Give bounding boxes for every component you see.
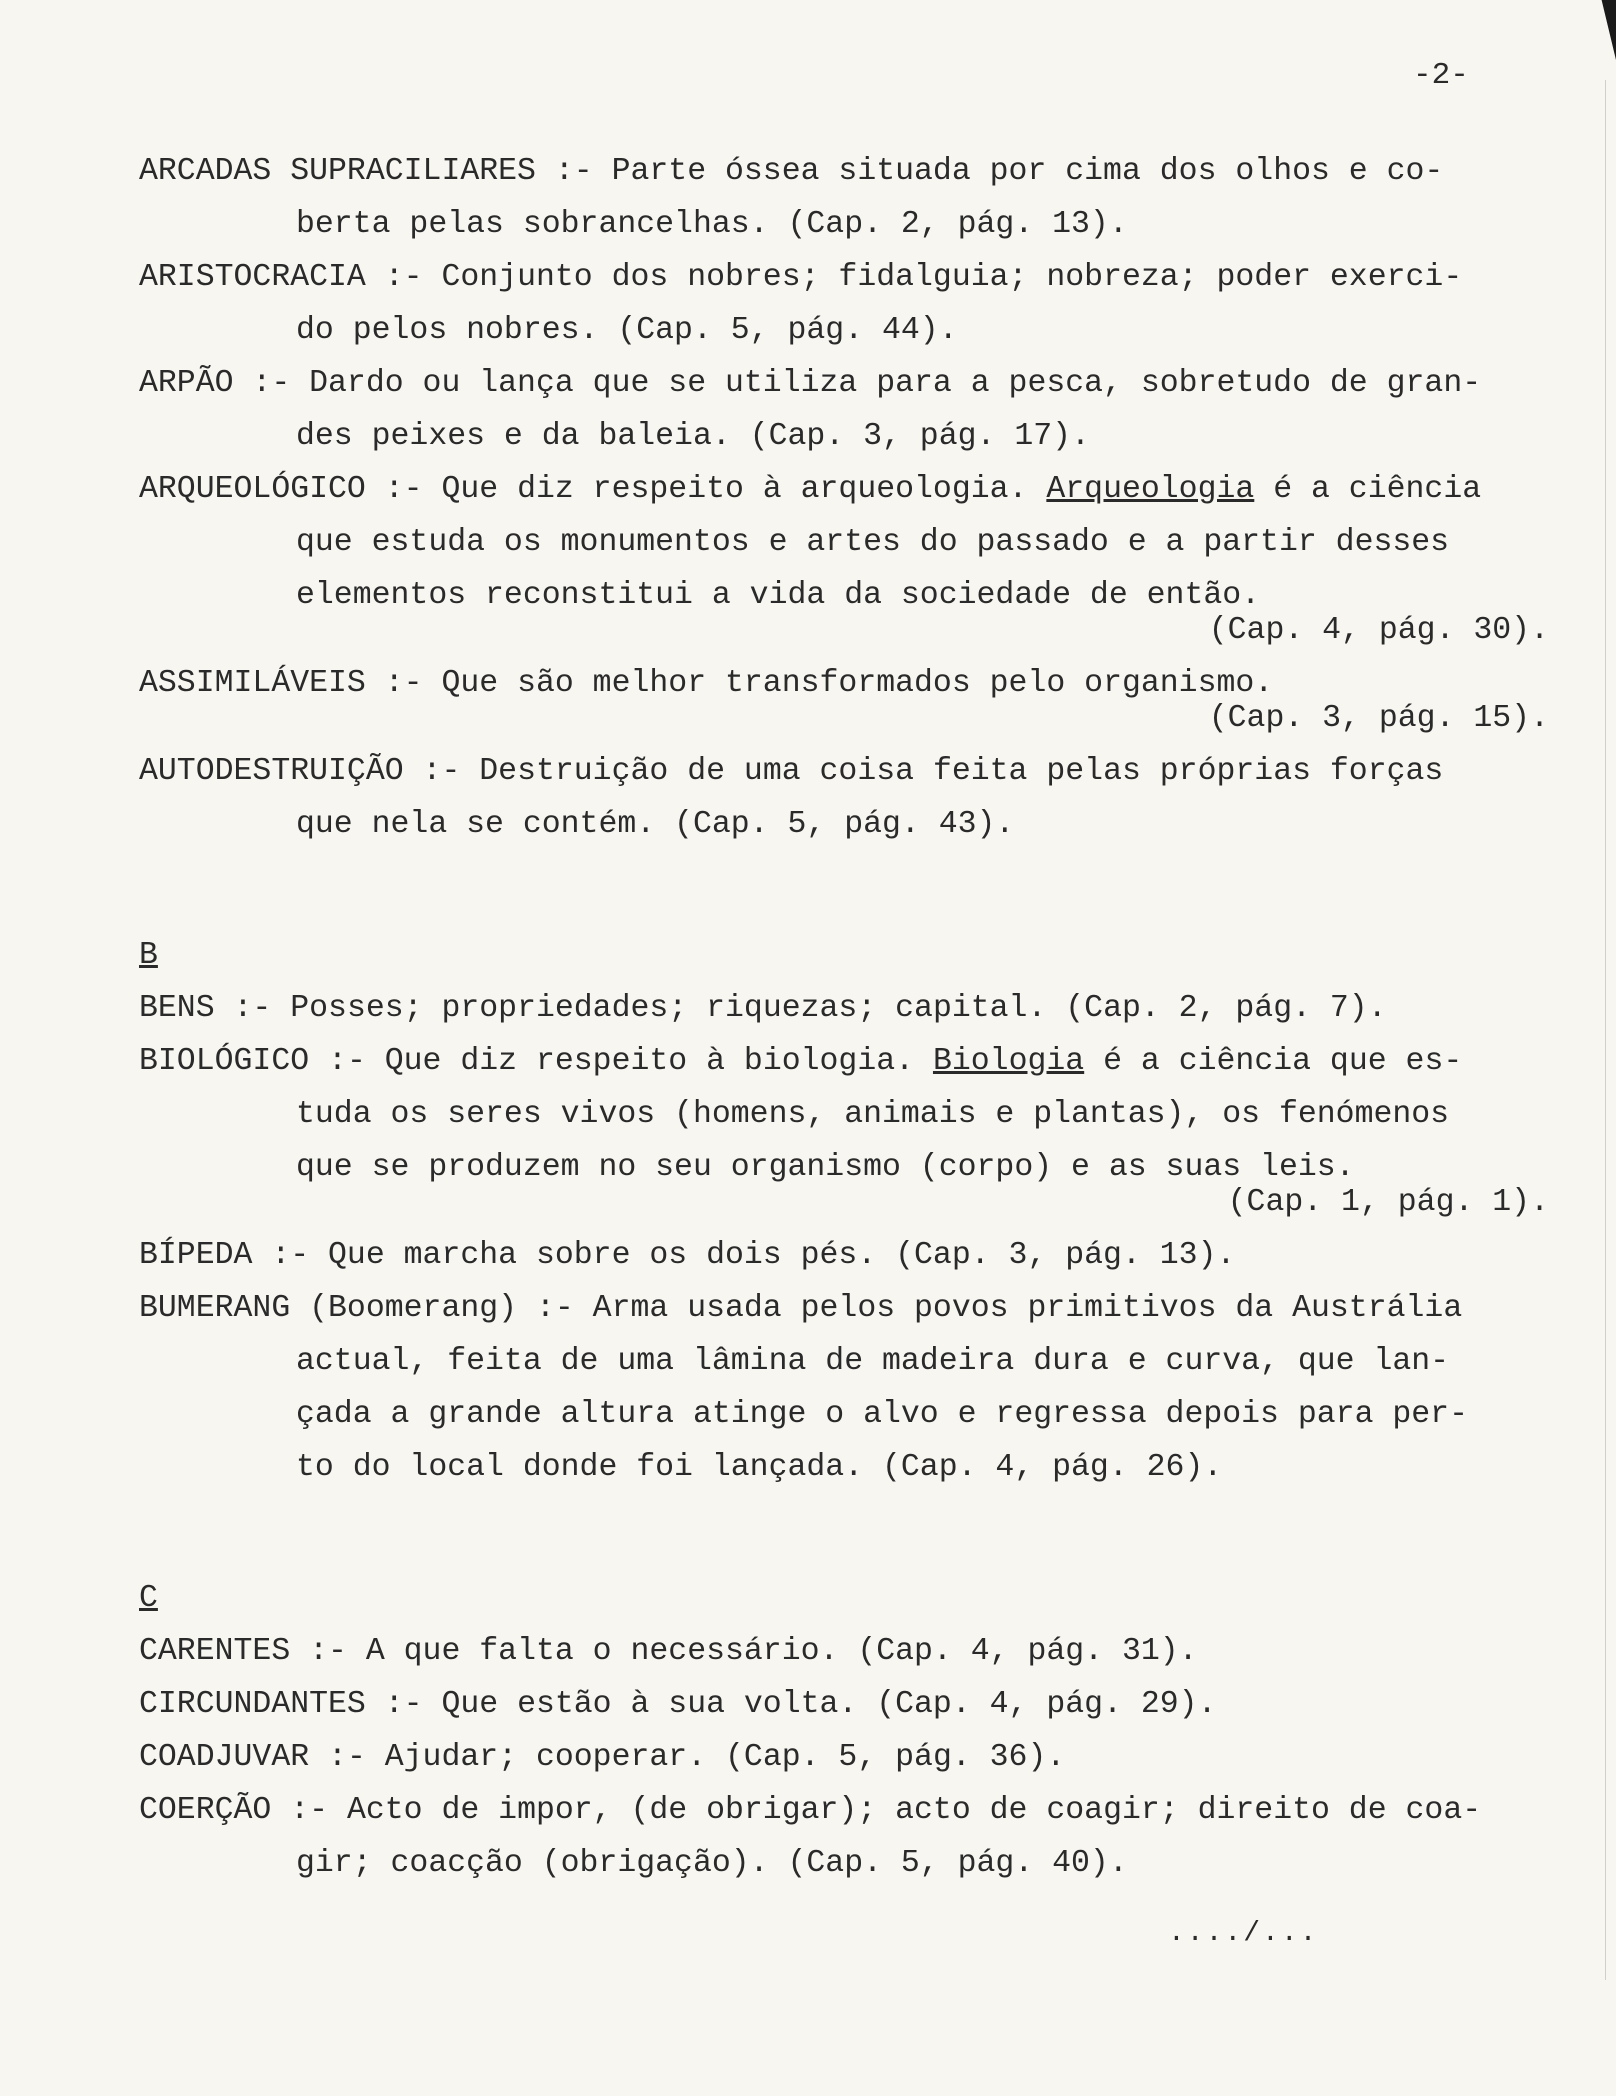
section-heading-b: B (139, 938, 158, 973)
entry-definition: :- Parte óssea situada por cima dos olhos e co- (535, 154, 1444, 189)
entry-arqueologico (139, 463, 1549, 657)
entry-term: COADJUVAR (139, 1740, 310, 1775)
continuation-marker: ..../... (1168, 1918, 1319, 1949)
entry-carentes (139, 1625, 1549, 1678)
entry-definition: :- Acto de impor, (de obrigar); acto de coagir; direito de coa- (271, 1793, 1482, 1828)
entry-circundantes (139, 1678, 1549, 1731)
entry-definition: :- Arma usada pelos povos primitivos da Austrália (517, 1291, 1463, 1326)
entry-term: BENS (139, 991, 215, 1026)
entry-definition: :- Que diz respeito à arqueologia. (365, 472, 1047, 507)
entry-term: BUMERANG (Boomerang) (139, 1291, 518, 1326)
entry-term: ASSIMILÁVEIS (139, 666, 366, 701)
entry-reference: (Cap. 4, pág. 30). (1208, 613, 1549, 648)
entry-definition: :- A que falta o necessário. (Cap. 4, pág. 31). (290, 1634, 1198, 1669)
entry-assimilaveis (139, 657, 1549, 745)
entry-continuation: des peixes e da baleia. (Cap. 3, pág. 17). (296, 419, 1090, 454)
entry-term: COERÇÃO (139, 1793, 272, 1828)
entry-continuation: berta pelas sobrancelhas. (Cap. 2, pág. 13). (296, 207, 1128, 242)
entry-bumerang (139, 1282, 1549, 1494)
entry-term: ARISTOCRACIA (139, 260, 366, 295)
entry-aristocracia (139, 251, 1549, 357)
entry-definition: :- Dardo ou lança que se utiliza para a pesca, sobretudo de gran- (233, 366, 1482, 401)
entry-definition-tail: é a ciência que es- (1084, 1044, 1463, 1079)
glossary-block-a (139, 145, 1549, 1890)
entry-term: ARPÃO (139, 366, 234, 401)
underlined-term: Arqueologia (1046, 472, 1255, 507)
entry-definition: :- Que estão à sua volta. (Cap. 4, pág. 29). (365, 1687, 1217, 1722)
entry-reference: (Cap. 1, pág. 1). (1227, 1185, 1549, 1220)
entry-term: CIRCUNDANTES (139, 1687, 366, 1722)
entry-continuation: do pelos nobres. (Cap. 5, pág. 44). (296, 313, 958, 348)
entry-definition: :- Destruição de uma coisa feita pelas próprias forças (403, 754, 1444, 789)
entry-autodestruicao (139, 745, 1549, 851)
entry-continuation: gir; coacção (obrigação). (Cap. 5, pág. 40). (296, 1846, 1128, 1881)
page-edge-line (1605, 80, 1606, 1980)
underlined-term: Biologia (932, 1044, 1085, 1079)
entry-reference: (Cap. 3, pág. 15). (1208, 701, 1549, 736)
entry-term: BIOLÓGICO (139, 1044, 310, 1079)
entry-coadjuvar (139, 1731, 1549, 1784)
page-number: -2- (1413, 58, 1469, 93)
entry-definition: :- Que marcha sobre os dois pés. (Cap. 3, pág. 13). (252, 1238, 1236, 1273)
entry-continuation: actual, feita de uma lâmina de madeira dura e curva, que lan- (296, 1344, 1450, 1379)
entry-arcadas-supraciliares (139, 145, 1549, 251)
entry-bipeda (139, 1229, 1549, 1282)
entry-term: AUTODESTRUIÇÃO (139, 754, 404, 789)
entry-definition: :- Conjunto dos nobres; fidalguia; nobreza; poder exerci- (365, 260, 1463, 295)
entry-continuation: que se produzem no seu organismo (corpo) e as suas leis. (296, 1150, 1355, 1185)
entry-continuation: elementos reconstitui a vida da sociedade de então. (296, 578, 1261, 613)
entry-definition: :- Que são melhor transformados pelo organismo. (365, 666, 1274, 701)
entry-arpao (139, 357, 1549, 463)
entry-biologico (139, 1035, 1549, 1229)
entry-continuation: çada a grande altura atinge o alvo e regressa depois para per- (296, 1397, 1468, 1432)
entry-continuation: que estuda os monumentos e artes do passado e a partir desses (296, 525, 1450, 560)
entry-definition-tail: é a ciência (1254, 472, 1482, 507)
entry-term: ARQUEOLÓGICO (139, 472, 366, 507)
entry-definition: :- Posses; propriedades; riquezas; capital. (Cap. 2, pág. 7). (214, 991, 1387, 1026)
entry-coercao (139, 1784, 1549, 1890)
entry-continuation: to do local donde foi lançada. (Cap. 4, pág. 26). (296, 1450, 1223, 1485)
entry-definition: :- Ajudar; cooperar. (Cap. 5, pág. 36). (309, 1740, 1066, 1775)
entry-term: CARENTES (139, 1634, 291, 1669)
section-heading-c: C (139, 1581, 158, 1616)
entry-continuation: que nela se contém. (Cap. 5, pág. 43). (296, 807, 1015, 842)
entry-continuation: tuda os seres vivos (homens, animais e plantas), os fenómenos (296, 1097, 1450, 1132)
entry-bens (139, 982, 1549, 1035)
entry-definition: :- Que diz respeito à biologia. (309, 1044, 933, 1079)
entry-term: BÍPEDA (139, 1238, 253, 1273)
entry-term: ARCADAS SUPRACILIARES (139, 154, 536, 189)
binding-edge-mark (1592, 0, 1616, 60)
